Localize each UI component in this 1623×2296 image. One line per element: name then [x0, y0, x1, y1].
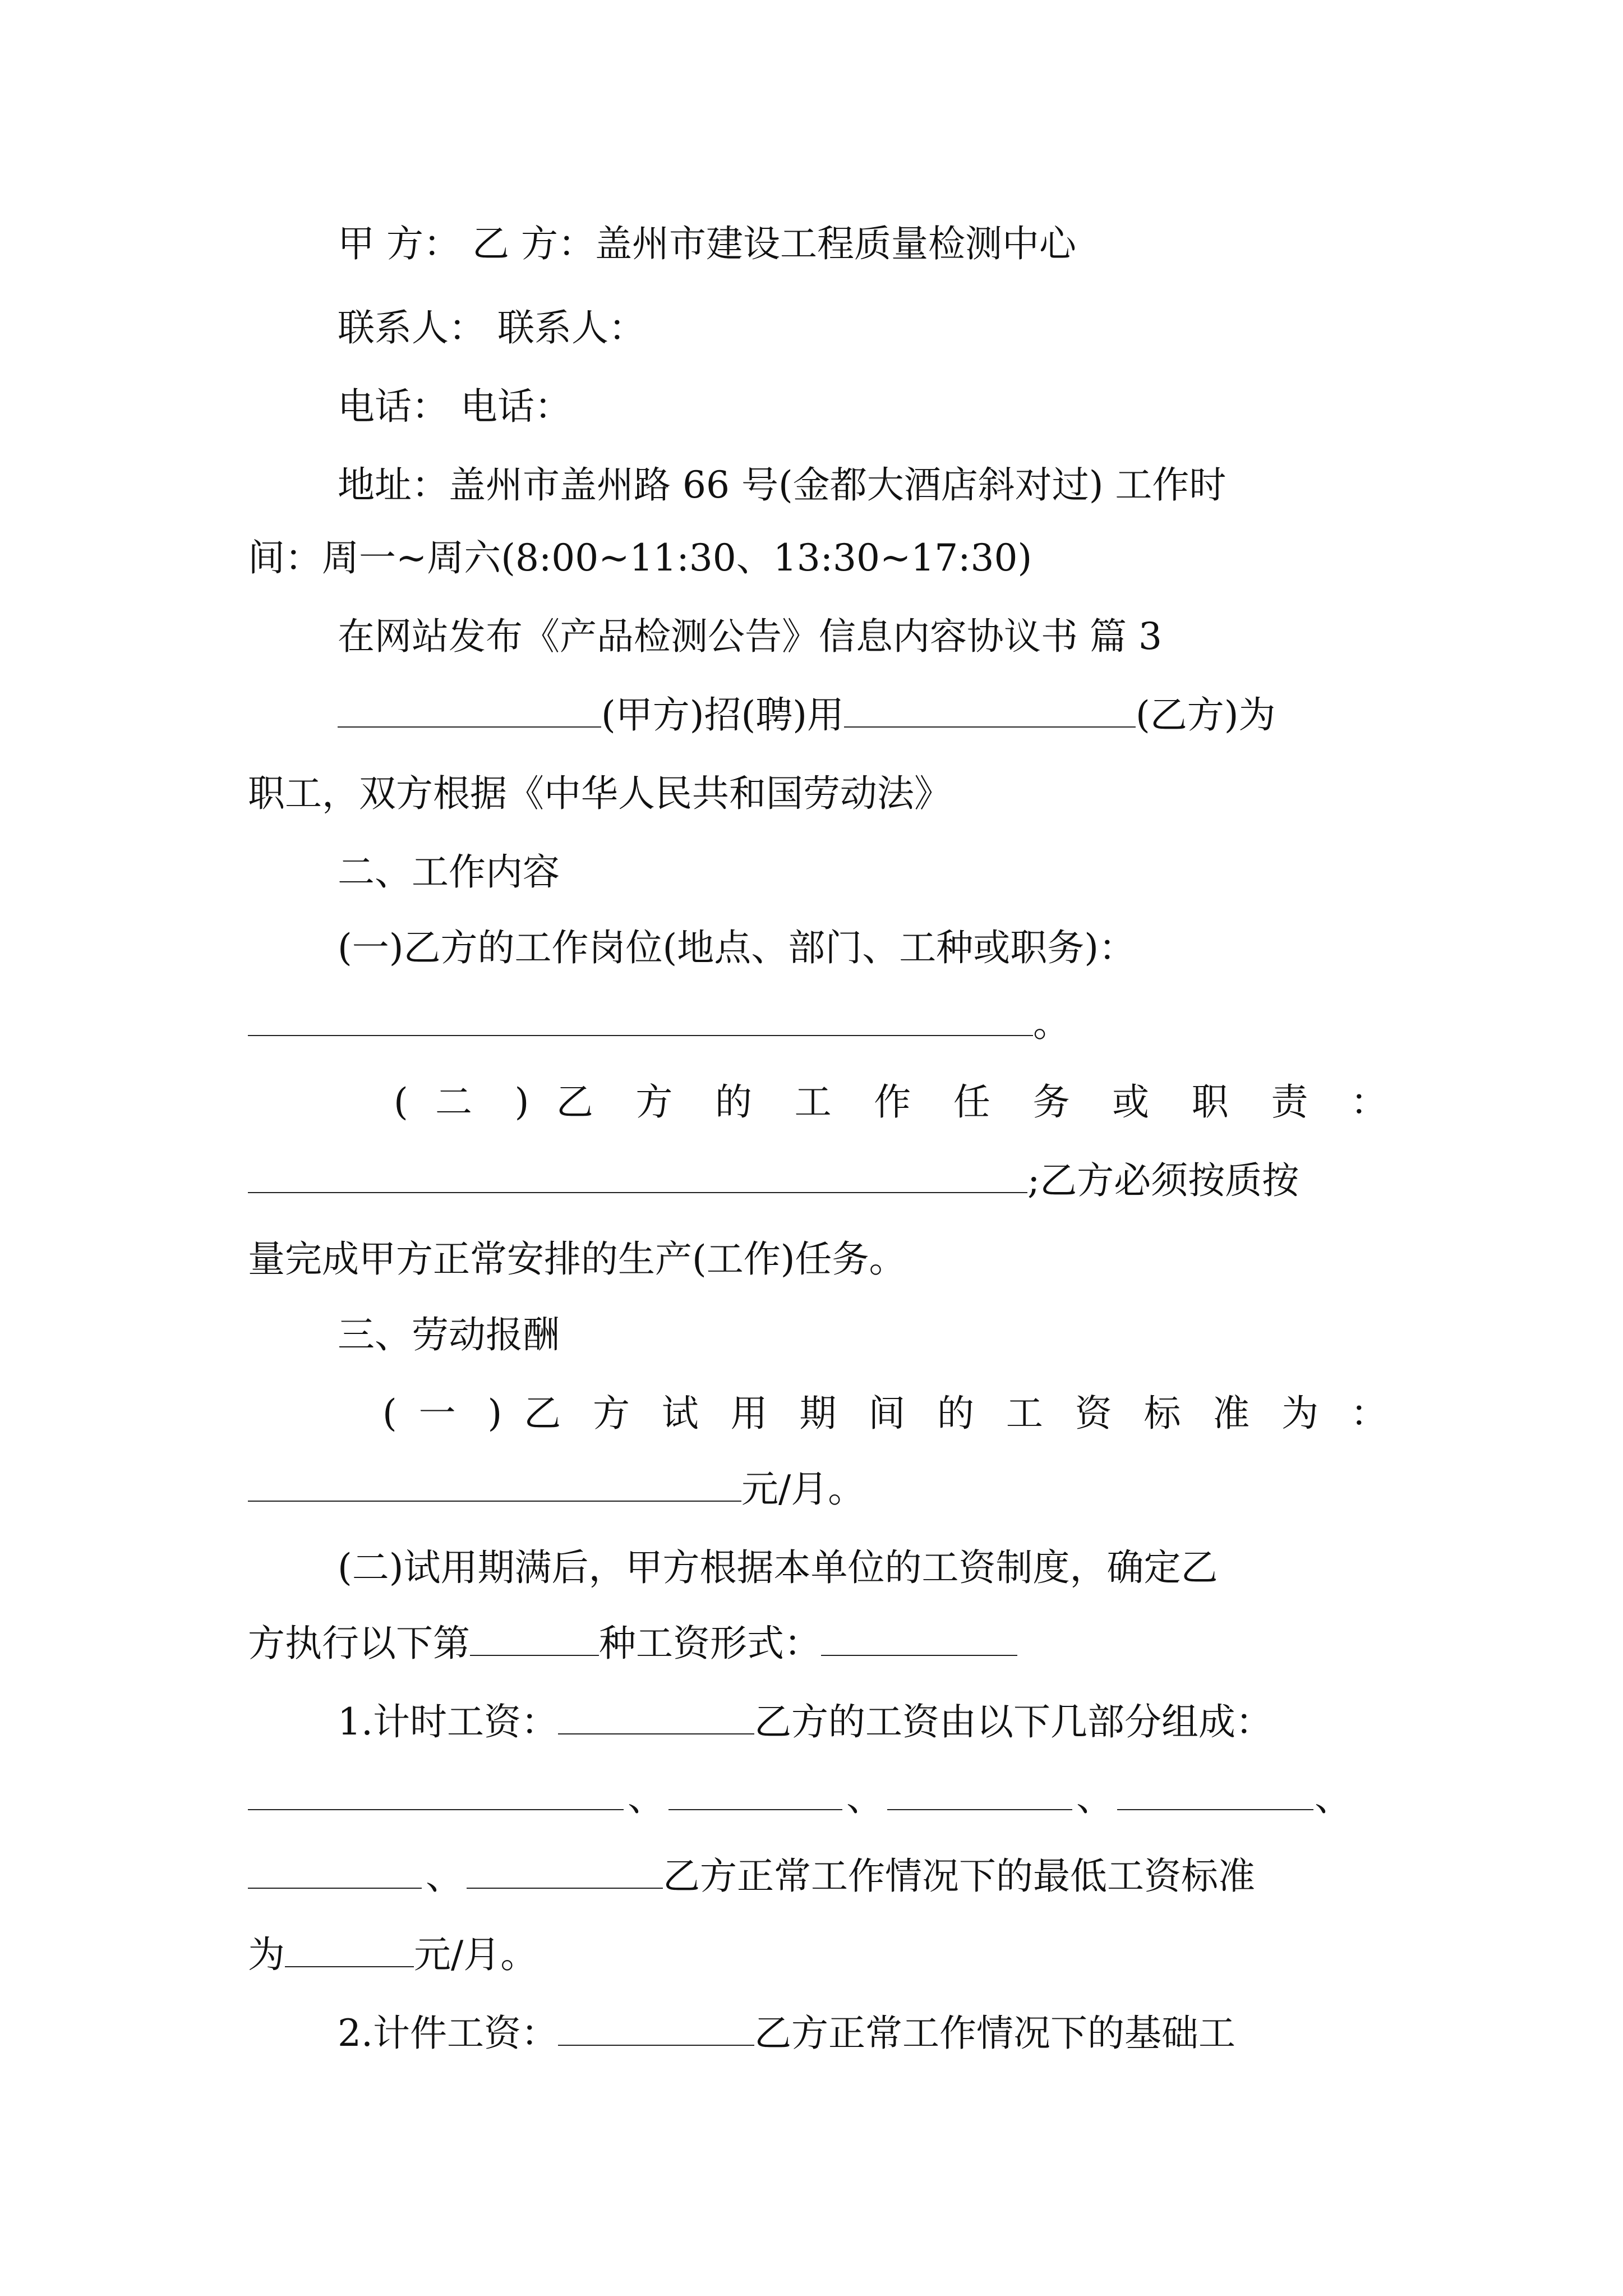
wage-component-sep-2: 、 — [846, 1776, 883, 1819]
work-content-heading — [248, 841, 1387, 903]
wage-form-text-b: 种工资形式： — [599, 1622, 821, 1665]
probation-wage-end: 元/月。 — [741, 1467, 865, 1511]
wage-component-sep-5: 、 — [426, 1855, 463, 1898]
wage-component-blank-1 — [248, 1772, 624, 1810]
law-line — [248, 763, 1387, 825]
employment-text-b: (乙方)为 — [1136, 693, 1276, 737]
probation-wage-line — [248, 1383, 1387, 1444]
task-line — [248, 1228, 1387, 1290]
minimum-wage-text: 乙方正常工作情况下的最低工资标准 — [663, 1855, 1255, 1898]
wage-component-sep-4: 、 — [1315, 1776, 1352, 1819]
job-duty-blank-line — [248, 1150, 1387, 1212]
minimum-wage-amount-line — [248, 1924, 1387, 1986]
address-text: 地址：盖州市盖州路 66 号(金都大酒店斜对过) 工作时 — [338, 463, 1227, 507]
probation-wage-text: ( 一 ) 乙 方 试 用 期 间 的 工 资 标 准 为 ： — [382, 1392, 1387, 1435]
contact-text: 联系人： 联系人： — [338, 306, 645, 349]
task-text: 量完成甲方正常安排的生产(工作)任务。 — [248, 1237, 906, 1281]
job-duty-end: ;乙方必须按质按 — [1027, 1159, 1299, 1202]
wage-component-blank-5 — [248, 1851, 422, 1889]
minimum-wage-blank — [285, 1929, 414, 1967]
probation-wage-blank-line — [248, 1458, 1387, 1520]
after-probation-text: (二)试用期满后，甲方根据本单位的工资制度，确定乙 — [338, 1546, 1218, 1589]
job-position-blank — [248, 998, 1033, 1036]
wage-component-sep-1: 、 — [628, 1776, 665, 1819]
piece-wage-text-a: 2.计件工资： — [338, 2012, 558, 2055]
work-hours-line — [248, 527, 1387, 589]
wage-form-number-blank — [470, 1618, 599, 1656]
probation-wage-blank — [248, 1464, 741, 1502]
contact-line — [248, 297, 1387, 359]
wage-component-sep-3: 、 — [1076, 1776, 1113, 1819]
job-duty-blank — [248, 1155, 1027, 1193]
wage-form-text-a: 方执行以下第 — [248, 1622, 470, 1665]
hourly-wage-blank — [558, 1696, 754, 1734]
piece-wage-blank — [558, 2008, 754, 2046]
minimum-wage-text-a: 为 — [248, 1933, 285, 1976]
employee-blank — [844, 689, 1136, 728]
wage-component-blank-2 — [668, 1772, 842, 1810]
hourly-wage-line — [248, 1691, 1387, 1753]
remuneration-heading-text: 三、劳动报酬 — [338, 1313, 560, 1356]
phone-line — [248, 376, 1387, 438]
employment-line — [248, 684, 1387, 746]
job-position-end: 。 — [1033, 1002, 1070, 1045]
work-content-heading-text: 二、工作内容 — [338, 850, 560, 894]
remuneration-heading — [248, 1304, 1387, 1366]
wage-component-blank-4 — [1117, 1772, 1313, 1810]
wage-form-line — [248, 1613, 1387, 1674]
phone-text: 电话： 电话： — [338, 385, 571, 428]
party-text: 甲 方： 乙 方：盖州市建设工程质量检测中心 — [338, 222, 1076, 265]
hourly-wage-text-a: 1.计时工资： — [338, 1700, 558, 1743]
party-line — [248, 213, 1387, 275]
employment-text-a: (甲方)招(聘)用 — [601, 693, 844, 737]
wage-component-blank-6 — [467, 1851, 663, 1889]
piece-wage-line — [248, 2003, 1387, 2064]
hourly-wage-text-b: 乙方的工资由以下几部分组成： — [754, 1700, 1272, 1743]
job-position-line — [248, 917, 1387, 979]
work-hours-text: 间：周一~周六(8:00~11:30、13:30~17:30) — [248, 536, 1032, 579]
after-probation-line — [248, 1537, 1387, 1599]
section-title-text: 在网站发布《产品检测公告》信息内容协议书 篇 3 — [338, 615, 1162, 658]
job-position-blank-line — [248, 993, 1387, 1055]
wage-component-blank-3 — [887, 1772, 1072, 1810]
minimum-wage-text-b: 元/月。 — [414, 1933, 538, 1976]
job-duty-text: ( 二 ) 乙 方 的 工 作 任 务 或 职 责 ： — [394, 1080, 1387, 1124]
law-text: 职工，双方根据《中华人民共和国劳动法》 — [248, 772, 951, 815]
address-line — [248, 454, 1387, 516]
job-duty-line — [248, 1071, 1387, 1133]
employer-blank — [338, 689, 601, 728]
piece-wage-text-b: 乙方正常工作情况下的基础工 — [754, 2012, 1235, 2055]
section-title-line — [248, 606, 1387, 668]
minimum-wage-line — [248, 1846, 1387, 1907]
job-position-text: (一)乙方的工作岗位(地点、部门、工种或职务)： — [338, 926, 1136, 969]
wage-components-line — [248, 1767, 1387, 1829]
wage-form-blank — [821, 1618, 1017, 1656]
